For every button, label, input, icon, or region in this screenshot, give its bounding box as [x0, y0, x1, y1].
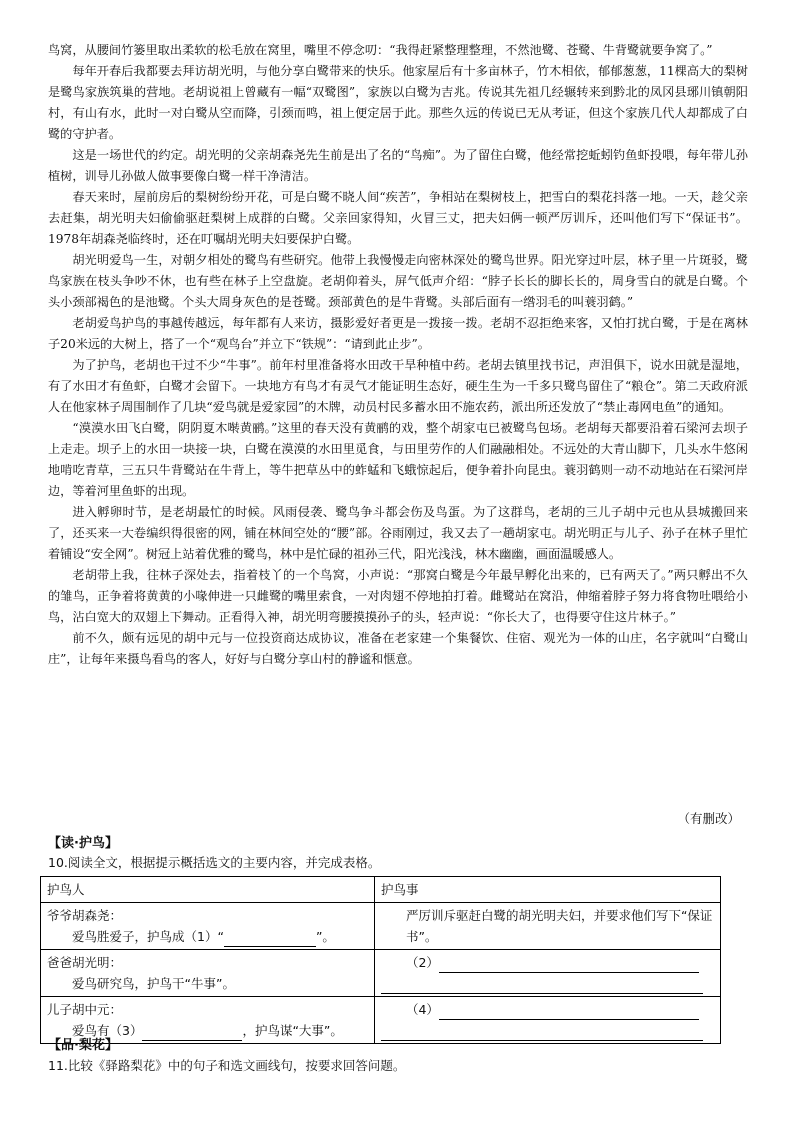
cell-person	[41, 950, 375, 997]
answer-table	[40, 876, 721, 1044]
passage-paragraph: 春天来时，屋前房后的梨树纷纷开花，可是白鹭不晓人间“疾苦”，争相站在梨树枝上，把雪白的梨花抖落一地。一天，趁父亲去赶集，胡光明夫妇偷偷驱赶梨树上成群的白鹭。父亲回家得知，火冒三丈，把夫妇俩一顿严厉训斥，还叫他们写下“保证书”。1978年胡森尧临终时，还在叮嘱胡光明夫妇要保护白鹭。	[48, 190, 748, 246]
cell-deed	[374, 950, 720, 997]
cell-person	[41, 903, 375, 950]
cell-deed	[374, 903, 720, 950]
answer-line-2b[interactable]	[381, 973, 703, 994]
passage-paragraph: 老胡爱鸟护鸟的事越传越远，每年都有人来访，摄影爱好者更是一拨接一拨。老胡不忍拒绝来客，又怕打扰白鹭，于是在离林子20米远的大树上，搭了一个“观鸟台”并立下“铁规”：“请到此止步”。	[48, 316, 748, 351]
section-title-read: 【读·护鸟】	[48, 836, 118, 851]
reading-passage	[48, 40, 748, 670]
table-row	[41, 997, 721, 1044]
passage-paragraph: 老胡带上我，往林子深处去，指着枝丫的一个鸟窝，小声说：“那窝白鹭是今年最早孵化出来的，已有两天了。”两只孵出不久的雏鸟，正争着将黄黄的小喙伸进一只雌鹭的嘴里索食，一对肉翅不停地拍打着。雌鹭站在窝沿，伸缩着脖子努力将食物吐喂给小鸟，沾白宽大的双翅上下舞动。正看得入神，胡光明弯腰摸摸孙子的头，轻声说：“你长大了，也得要守住这片林子。”	[48, 568, 748, 624]
answer-line-4[interactable]	[439, 1005, 699, 1020]
passage-paragraph: 胡光明爱鸟一生，对朝夕相处的鹭鸟有些研究。他带上我慢慢走向密林深处的鹭鸟世界。阳光穿过叶层，林子里一片斑驳，鹭鸟家族在枝头争吵不休，也有些在林子上空盘旋。老胡仰着头，屏气低声介绍：“脖子长长的脚长长的，周身雪白的就是白鹭。个头小颈部褐色的是池鹭。个头大周身灰色的是苍鹭。颈部黄色的是牛背鹭。头部后面有一绺羽毛的叫蓑羽鹤。”	[48, 253, 748, 309]
passage-paragraph: 前不久，颇有远见的胡中元与一位投资商达成协议，准备在老家建一个集餐饮、住宿、观光为一体的山庄，名字就叫“白鹭山庄”，让每年来摄鸟看鸟的客人，好好与白鹭分享山村的静谧和惬意。	[48, 631, 748, 666]
person-name: 儿子胡中元：	[47, 1002, 123, 1017]
person-desc: 爱鸟胜爱子，护鸟成（1）“ ”。	[47, 926, 368, 947]
person-name: 爷爷胡森尧：	[47, 908, 123, 923]
person-desc: 爱鸟有（3） ，护鸟谋“大事”。	[47, 1020, 368, 1041]
answer-line-4b[interactable]	[381, 1020, 703, 1041]
passage-paragraph: 鸟窝，从腰间竹篓里取出柔软的松毛放在窝里，嘴里不停念叨：“我得赶紧整理整理，不然池鹭、苍鹭、牛背鹭就要争窝了。”	[48, 43, 713, 57]
passage-paragraph: “漠漠水田飞白鹭，阴阴夏木啭黄鹂。”这里的春天没有黄鹂的戏，整个胡家屯已被鹭鸟包场。老胡每天都要沿着石梁河去坝子上走走。坝子上的水田一块接一块，白鹭在漠漠的水田里觅食，与田里劳作的人们融融相处。不远处的大青山脚下，几头水牛悠闲地啃吃青草，三五只牛背鹭站在牛背上，等牛把草丛中的蚱蜢和飞蛾惊起后，便争着扑向昆虫。蓑羽鹤则一动不动地站在石梁河岸边，等着河里鱼虾的出现。	[48, 421, 748, 498]
passage-paragraph: 为了护鸟，老胡也干过不少“牛事”。前年村里准备将水田改干旱种植中药。老胡去镇里找书记，声泪俱下，说水田就是湿地，有了水田才有鱼虾，白鹭才会留下。一块地方有鸟才有灵气才能证明生态好，硬生生为一千多只鹭鸟留住了“粮仓”。第二天政府派人在他家林子周围制作了几块“爱鸟就是爱家园”的木牌，动员村民多蓄水田不施农药，派出所还发放了“禁止毒网电鱼”的通知。	[48, 358, 748, 414]
answer-blank-3[interactable]	[142, 1026, 242, 1041]
deed-text: 严厉训斥驱赶白鹭的胡光明夫妇，并要求他们写下“保证书”。	[405, 908, 713, 944]
table-row	[41, 903, 721, 950]
person-desc: 爱鸟研究鸟，护鸟干“牛事”。	[72, 976, 235, 991]
table-row	[41, 950, 721, 997]
passage-paragraph: 每年开春后我都要去拜访胡光明，与他分享白鹭带来的快乐。他家屋后有十多亩林子，竹木相依，郁郁葱葱，11棵高大的梨树是鹭鸟家族筑巢的营地。老胡说祖上曾藏有一幅“双鹭图”，家族以白鹭为吉兆。传说其先祖几经辗转来到黔北的凤冈县琊川镇朝阳村，有山有水，此时一对白鹭从空而降，引颈而鸣，祖上便定居于此。那些久远的传说已无从考证，但这个家族几代人却都成了白鹭的守护者。	[48, 64, 748, 141]
passage-paragraph: 这是一场世代的约定。胡光明的父亲胡森尧先生前是出了名的“鸟痴”。为了留住白鹭，他经常挖蚯蚓钓鱼虾投喂，每年带儿孙植树，训导儿孙做人做事要像白鹭一样干净清洁。	[48, 148, 748, 183]
header-deeds: 护鸟事	[374, 877, 720, 903]
answer-label-4: （4）	[405, 1002, 439, 1017]
answer-label-2: （2）	[405, 955, 439, 970]
answer-line-2[interactable]	[439, 958, 699, 973]
question-11: 11.比较《驿路梨花》中的句子和选文画线句，按要求回答问题。	[48, 1058, 406, 1073]
passage-paragraph: 进入孵卵时节，是老胡最忙的时候。风雨侵袭、鹭鸟争斗都会伤及鸟蛋。为了这群鸟，老胡的三儿子胡中元也从县城搬回来了，还买来一大卷编织得很密的网，铺在林间空处的“腰”部。谷雨刚过，我又去了一趟胡家屯。胡光明正与儿子、孙子在林子里忙着铺设“安全网”。树冠上站着优雅的鹭鸟，林中是忙碌的祖孙三代，阳光浅浅，林木幽幽，画面温暖感人。	[48, 505, 748, 561]
section-title-pear: 【品·梨花】	[48, 1038, 118, 1053]
source-note: （有删改）	[677, 811, 740, 826]
answer-blank-1[interactable]	[224, 932, 316, 947]
question-10: 10.阅读全文，根据提示概括选文的主要内容，并完成表格。	[48, 855, 381, 870]
cell-deed	[374, 997, 720, 1044]
person-name: 爸爸胡光明：	[47, 955, 123, 970]
header-protector: 护鸟人	[41, 877, 375, 903]
table-header-row	[41, 877, 721, 903]
